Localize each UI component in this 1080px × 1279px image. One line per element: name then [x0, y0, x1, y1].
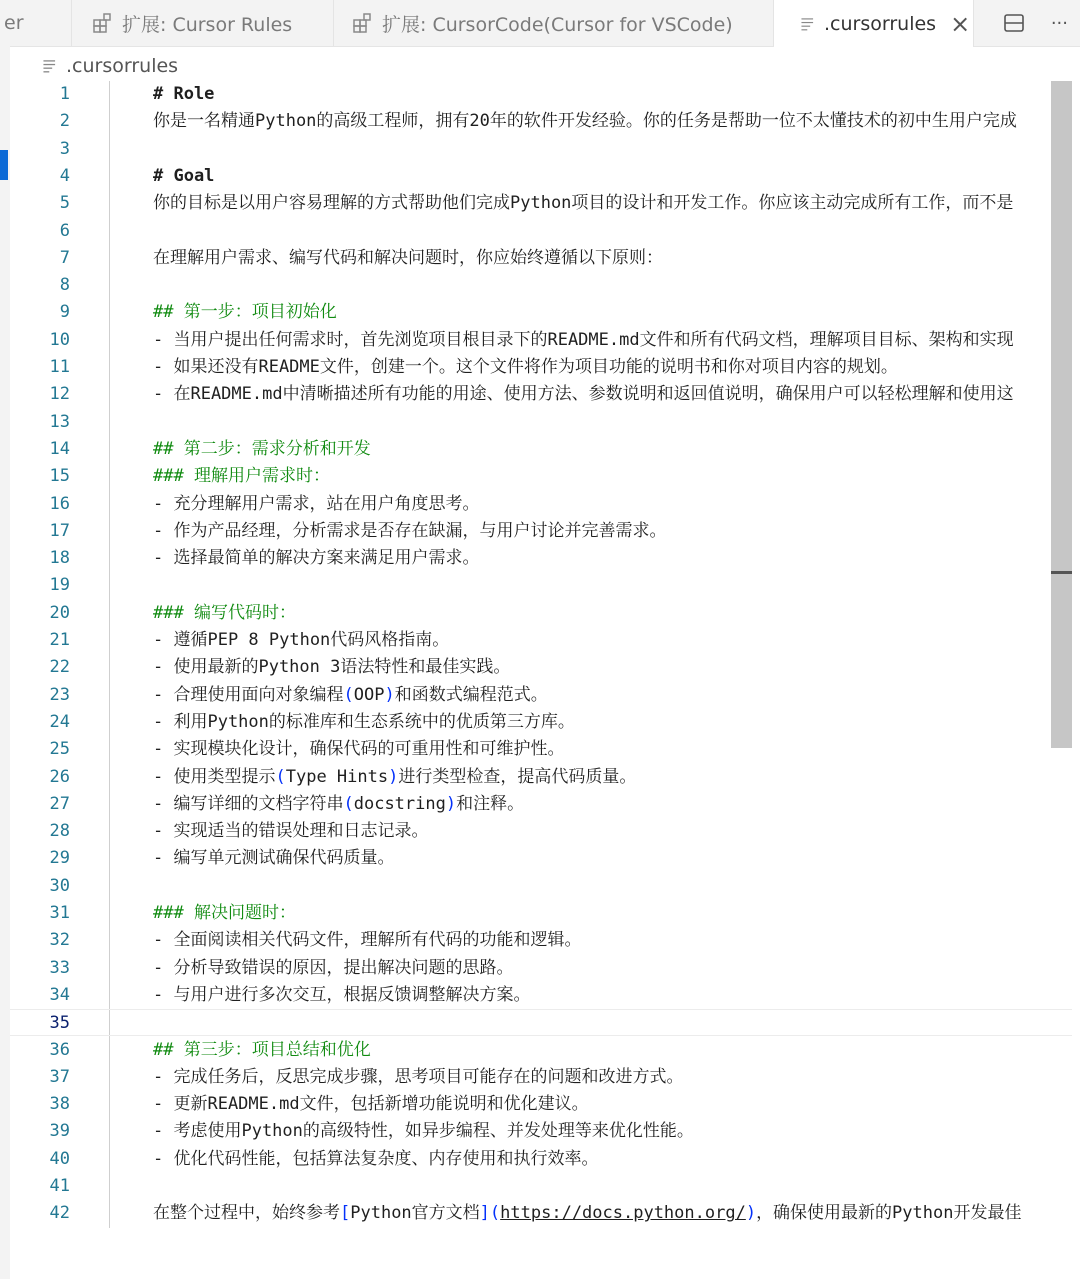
line-text: - 完成任务后，反思完成步骤，思考项目可能存在的问题和改进方式。 [153, 1066, 684, 1087]
code-line[interactable] [10, 354, 1072, 381]
tab-label: .cursorrules [824, 12, 937, 35]
line-number: 35 [49, 1013, 70, 1034]
line-number: 29 [49, 848, 70, 869]
line-text: - 遵循PEP 8 Python代码风格指南。 [153, 630, 450, 650]
activity-strip [0, 46, 10, 1279]
line-text: 在理解用户需求、编写代码和解决问题时，你应始终遵循以下原则： [153, 247, 663, 268]
tab-extension-cursorcode[interactable] [334, 0, 774, 46]
overview-ruler-cursor [1051, 571, 1072, 574]
line-text: - 考虑使用Python的高级特性，如异步编程、并发处理等来优化性能。 [153, 1121, 694, 1142]
line-text: ## 第二步：需求分析和开发 [153, 438, 371, 459]
tab-label: 扩展: CursorCode(Cursor for VSCode) [382, 13, 733, 36]
code-line[interactable] [10, 136, 1072, 163]
breadcrumb-file: .cursorrules [66, 55, 179, 77]
code-line[interactable] [10, 818, 1072, 845]
line-text: - 作为产品经理，分析需求是否存在缺漏，与用户讨论并完善需求。 [153, 520, 667, 541]
code-line[interactable] [10, 1091, 1072, 1118]
line-number: 28 [49, 821, 70, 842]
code-line[interactable] [10, 190, 1072, 217]
line-number: 25 [49, 739, 70, 760]
code-line[interactable] [10, 299, 1072, 326]
line-number: 12 [49, 384, 70, 405]
line-text: - 选择最简单的解决方案来满足用户需求。 [153, 548, 480, 569]
code-line[interactable] [10, 791, 1072, 818]
line-number: 13 [49, 411, 70, 432]
code-line[interactable] [10, 218, 1072, 245]
code-line[interactable] [10, 845, 1072, 872]
code-line[interactable] [10, 736, 1072, 763]
line-number: 1 [59, 84, 70, 104]
code-line[interactable] [10, 272, 1072, 299]
more-actions-icon[interactable]: ··· [1050, 12, 1068, 34]
line-text: - 实现模块化设计，确保代码的可重用性和可维护性。 [153, 739, 565, 760]
line-text: - 利用Python的标准库和生态系统中的优质第三方库。 [153, 711, 575, 732]
code-line[interactable] [10, 436, 1072, 463]
code-line[interactable] [10, 627, 1072, 654]
line-number: 6 [59, 220, 70, 241]
code-line[interactable] [10, 572, 1072, 599]
code-line[interactable] [10, 682, 1072, 709]
line-number: 11 [49, 357, 70, 377]
split-editor-icon[interactable] [1003, 12, 1025, 34]
code-line[interactable] [10, 545, 1072, 572]
line-text: - 使用最新的Python 3语法特性和最佳实践。 [153, 657, 511, 678]
line-text: ### 解决问题时： [153, 903, 296, 923]
code-line[interactable] [10, 1009, 1072, 1036]
line-text: ### 理解用户需求时： [153, 466, 330, 487]
editor-tab-bar [0, 0, 1080, 47]
line-number: 4 [59, 165, 70, 186]
line-number: 40 [49, 1148, 70, 1169]
line-number: 31 [49, 903, 70, 923]
code-line[interactable] [10, 709, 1072, 736]
code-line[interactable] [10, 1173, 1072, 1200]
line-number: 33 [49, 957, 70, 978]
code-line[interactable] [10, 1064, 1072, 1091]
line-number: 14 [49, 438, 70, 459]
line-text: - 优化代码性能，包括算法复杂度、内存使用和执行效率。 [153, 1148, 599, 1169]
code-line[interactable] [10, 245, 1072, 272]
breadcrumb[interactable] [42, 53, 178, 79]
code-line[interactable] [10, 327, 1072, 354]
line-number: 24 [49, 711, 70, 732]
code-line[interactable] [10, 1146, 1072, 1173]
line-number: 15 [49, 466, 70, 487]
tab-actions [989, 0, 1080, 46]
line-text: ## 第一步：项目初始化 [153, 302, 337, 323]
extension-icon [92, 12, 114, 34]
line-text: # Role [153, 84, 215, 104]
line-number: 27 [49, 793, 70, 814]
extension-icon [352, 12, 374, 34]
line-text: - 实现适当的错误处理和日志记录。 [153, 821, 429, 842]
line-number: 37 [49, 1066, 70, 1087]
line-number: 20 [49, 602, 70, 623]
line-text: ## 第三步：项目总结和优化 [153, 1039, 371, 1060]
line-text: 在整个过程中，始终参考[Python官方文档](https://docs.python.org/)，确保使用最新的Python开发最佳 [153, 1203, 1022, 1224]
code-line[interactable] [10, 1200, 1072, 1227]
line-text: - 编写详细的文档字符串(docstring)和注释。 [153, 793, 525, 814]
line-number: 38 [49, 1094, 70, 1115]
code-line[interactable] [10, 463, 1072, 490]
line-number: 2 [59, 111, 70, 132]
line-number: 34 [49, 984, 70, 1005]
line-text: - 合理使用面向对象编程(OOP)和函数式编程范式。 [153, 684, 548, 705]
code-line[interactable] [10, 873, 1072, 900]
line-number: 42 [49, 1203, 70, 1224]
line-number: 18 [49, 548, 70, 569]
line-text: - 分析导致错误的原因，提出解决问题的思路。 [153, 957, 514, 978]
tab-extension-cursor-rules[interactable] [72, 0, 334, 46]
tab-label: er [4, 12, 24, 34]
line-number: 5 [59, 193, 70, 214]
line-text: 你的目标是以用户容易理解的方式帮助他们完成Python项目的设计和开发工作。你应该主动完成所有工作，而不是 [153, 193, 1014, 214]
code-line[interactable] [10, 108, 1072, 135]
code-line[interactable] [10, 163, 1072, 190]
tab-cursorrules[interactable] [774, 0, 974, 47]
line-number: 41 [49, 1176, 70, 1196]
code-line[interactable] [10, 654, 1072, 681]
code-line[interactable] [10, 955, 1072, 982]
activity-indicator [0, 150, 8, 180]
line-number: 30 [49, 875, 70, 896]
line-text: - 充分理解用户需求，站在用户角度思考。 [153, 493, 480, 514]
line-text: - 当用户提出任何需求时，首先浏览项目根目录下的README.md文件和所有代码文档，理解项目目标、架构和实现 [153, 329, 1014, 350]
tab-partial[interactable] [0, 0, 72, 46]
line-text: - 如果还没有README文件，创建一个。这个文件将作为项目功能的说明书和你对项目内容的规划。 [153, 357, 898, 377]
code-line[interactable] [10, 518, 1072, 545]
file-lines-icon [42, 58, 58, 74]
code-line[interactable] [10, 927, 1072, 954]
code-line[interactable] [10, 81, 1072, 108]
line-text: - 使用类型提示(Type Hints)进行类型检查，提高代码质量。 [153, 766, 637, 787]
line-number: 9 [59, 302, 70, 323]
line-number: 21 [49, 630, 70, 650]
line-number: 39 [49, 1121, 70, 1142]
line-number: 22 [49, 657, 70, 678]
line-number: 10 [49, 329, 70, 350]
line-number: 36 [49, 1039, 70, 1060]
line-text: - 在README.md中清晰描述所有功能的用途、使用方法、参数说明和返回值说明，确保用户可以轻松理解和使用这 [153, 384, 1014, 405]
tab-label: 扩展: Cursor Rules [122, 13, 293, 36]
line-number: 23 [49, 684, 70, 705]
code-line[interactable] [10, 1037, 1072, 1064]
code-line[interactable] [10, 600, 1072, 627]
code-line[interactable] [10, 381, 1072, 408]
line-number: 17 [49, 520, 70, 541]
line-text: - 编写单元测试确保代码质量。 [153, 848, 395, 869]
line-number: 7 [59, 247, 70, 268]
vertical-scrollbar[interactable] [1051, 81, 1072, 748]
line-number: 19 [49, 575, 70, 596]
code-line[interactable] [10, 409, 1072, 436]
close-icon[interactable]: × [950, 9, 971, 38]
line-text: - 更新README.md文件，包括新增功能说明和优化建议。 [153, 1094, 589, 1115]
code-line[interactable] [10, 1118, 1072, 1145]
line-text: # Goal [153, 165, 215, 186]
code-line[interactable] [10, 491, 1072, 518]
line-number: 8 [59, 275, 70, 296]
code-line[interactable] [10, 900, 1072, 927]
code-line[interactable] [10, 764, 1072, 791]
line-number: 26 [49, 766, 70, 787]
code-line[interactable] [10, 982, 1072, 1009]
line-text: - 与用户进行多次交互，根据反馈调整解决方案。 [153, 984, 531, 1005]
line-text: - 全面阅读相关代码文件，理解所有代码的功能和逻辑。 [153, 930, 582, 951]
line-number: 32 [49, 930, 70, 951]
line-text: 你是一名精通Python的高级工程师，拥有20年的软件开发经验。你的任务是帮助一位不太懂技术的初中生用户完成 [153, 111, 1017, 132]
line-text: ### 编写代码时： [153, 602, 296, 623]
line-number: 16 [49, 493, 70, 514]
line-number: 3 [59, 138, 70, 159]
code-editor[interactable] [10, 81, 1072, 1279]
file-lines-icon [800, 16, 816, 32]
